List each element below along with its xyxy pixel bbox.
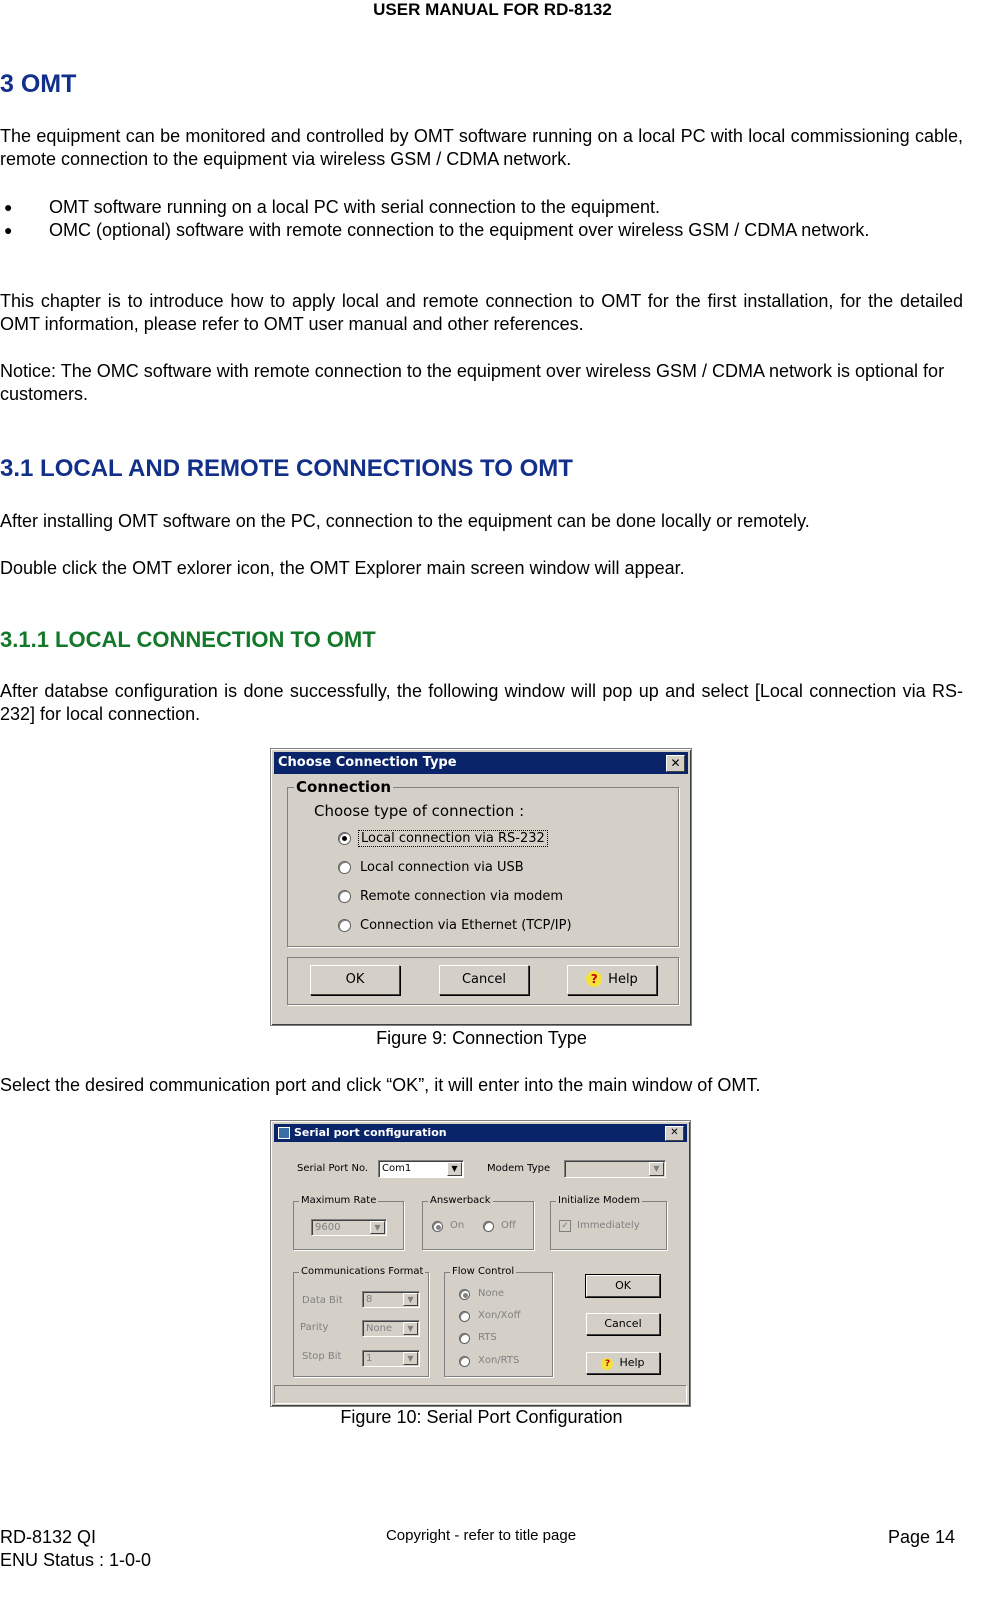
button-group: [287, 957, 679, 1005]
dialog-titlebar: [274, 752, 688, 774]
data-bit-select[interactable]: [362, 1291, 420, 1308]
flow-none-radio[interactable]: [459, 1289, 470, 1300]
section-3-1-1-paragraph-2: Select the desired communication port and click “OK”, it will enter into the main window of OMT.: [0, 1075, 761, 1095]
modem-type-label: Modem Type: [487, 1163, 551, 1174]
footer-copyright: Copyright - refer to title page: [385, 1527, 577, 1544]
section-heading-3-1-1: 3.1.1 LOCAL CONNECTION TO OMT: [0, 627, 376, 652]
stop-bit-value: 1: [366, 1353, 373, 1364]
stop-bit-select[interactable]: [362, 1350, 420, 1367]
communications-format-group: [293, 1266, 429, 1377]
communications-format-label: Communications Format: [301, 1266, 424, 1277]
close-icon[interactable]: ✕: [666, 755, 685, 772]
radio-icon[interactable]: [338, 890, 351, 903]
data-bit-value: 8: [366, 1294, 373, 1305]
stop-bit-label: Stop Bit: [302, 1351, 342, 1362]
serial-port-value: Com1: [382, 1163, 412, 1174]
help-button[interactable]: [586, 1352, 660, 1374]
cancel-button[interactable]: Cancel: [439, 965, 529, 995]
data-bit-label: Data Bit: [302, 1295, 343, 1306]
section-heading-3-1: 3.1 LOCAL AND REMOTE CONNECTIONS TO OMT: [0, 455, 573, 482]
intro-paragraph: The equipment can be monitored and controlled by OMT software running on a local PC with local commissioning cable, remote connection to the equipment via wireless GSM / CDMA network.: [0, 126, 963, 169]
footer-status: ENU Status : 1-0-0: [0, 1550, 152, 1570]
chevron-down-icon[interactable]: ▼: [403, 1352, 418, 1365]
answerback-group: [422, 1195, 534, 1250]
radio-selected-icon[interactable]: [338, 832, 351, 845]
section-3-1-paragraph-1: After installing OMT software on the PC, connection to the equipment can be done locally or remotely.: [0, 511, 810, 531]
flow-option-label: Xon/RTS: [478, 1355, 520, 1366]
ok-button[interactable]: OK: [310, 965, 400, 995]
footer-doc-id: RD-8132 QI: [0, 1527, 97, 1547]
chevron-down-icon[interactable]: ▼: [403, 1322, 418, 1335]
maximum-rate-select[interactable]: [311, 1219, 387, 1236]
bullet-icon: ●: [4, 222, 13, 238]
help-label: Help: [608, 972, 638, 987]
maximum-rate-group: [293, 1195, 404, 1250]
choose-connection-type-dialog: [270, 748, 692, 1026]
serial-port-configuration-dialog: [270, 1120, 691, 1407]
dialog-title: Serial port configuration: [294, 1126, 447, 1139]
help-icon: ?: [601, 1358, 613, 1370]
radio-label: Connection via Ethernet (TCP/IP): [360, 918, 572, 933]
flow-xon-rts-radio[interactable]: [459, 1356, 470, 1367]
parity-value: None: [366, 1323, 393, 1334]
help-button[interactable]: [567, 965, 657, 995]
figure-10-caption: Figure 10: Serial Port Configuration: [340, 1407, 623, 1427]
immediately-label: Immediately: [577, 1220, 640, 1231]
flow-control-group: [444, 1266, 553, 1377]
chevron-down-icon[interactable]: ▼: [649, 1162, 664, 1176]
notice-paragraph: Notice: The OMC software with remote connection to the equipment over wireless GSM / CDMA network is optional for customers.: [0, 361, 945, 404]
page-header: USER MANUAL FOR RD-8132: [373, 0, 612, 19]
answerback-on-radio[interactable]: [432, 1221, 443, 1232]
connection-prompt: Choose type of connection :: [314, 802, 525, 820]
maximum-rate-label: Maximum Rate: [301, 1195, 377, 1206]
serial-port-label: Serial Port No.: [297, 1163, 369, 1174]
bullet-item: [0, 196, 963, 219]
radio-label: Remote connection via modem: [360, 889, 563, 904]
parity-label: Parity: [300, 1322, 329, 1333]
bullet-icon: ●: [4, 199, 13, 215]
serial-port-select[interactable]: [378, 1160, 464, 1178]
initialize-modem-label: Initialize Modem: [558, 1195, 641, 1206]
parity-select[interactable]: [362, 1320, 420, 1337]
chevron-down-icon[interactable]: ▼: [447, 1162, 462, 1176]
section-heading-omt: 3 OMT: [0, 70, 77, 98]
connection-group-label: Connection: [296, 778, 392, 796]
bullet-text: OMT software running on a local PC with serial connection to the equipment.: [49, 197, 660, 217]
immediately-checkbox[interactable]: ✓: [559, 1220, 571, 1232]
answerback-label: Answerback: [430, 1195, 491, 1206]
answerback-off-radio[interactable]: [483, 1221, 494, 1232]
figure-9-caption: Figure 9: Connection Type: [376, 1028, 587, 1048]
initialize-modem-group: [550, 1195, 667, 1250]
flow-rts-radio[interactable]: [459, 1333, 470, 1344]
dialog-title: Choose Connection Type: [278, 755, 457, 770]
flow-option-label: RTS: [478, 1332, 497, 1343]
flow-xon-xoff-radio[interactable]: [459, 1311, 470, 1322]
answerback-on-label: On: [450, 1220, 465, 1231]
flow-option-label: Xon/Xoff: [478, 1310, 521, 1321]
maximum-rate-value: 9600: [315, 1222, 341, 1233]
section-3-1-paragraph-2: Double click the OMT exlorer icon, the OMT Explorer main screen window will appear.: [0, 558, 685, 578]
chevron-down-icon[interactable]: ▼: [403, 1293, 418, 1306]
help-icon: ?: [586, 971, 602, 987]
modem-type-select[interactable]: [564, 1160, 666, 1178]
bullet-text: OMC (optional) software with remote connection to the equipment over wireless GSM / CDMA network.: [49, 220, 870, 240]
flow-option-label: None: [478, 1288, 505, 1299]
connection-group: [287, 778, 679, 947]
flow-control-label: Flow Control: [452, 1266, 515, 1277]
help-label: Help: [619, 1356, 645, 1369]
status-bar: [274, 1385, 687, 1404]
radio-icon[interactable]: [338, 861, 351, 874]
radio-label: Local connection via USB: [360, 860, 524, 875]
app-icon: [278, 1127, 290, 1139]
chevron-down-icon[interactable]: ▼: [370, 1221, 385, 1234]
radio-icon[interactable]: [338, 919, 351, 932]
footer-page-number: Page 14: [887, 1527, 955, 1547]
section-3-1-1-paragraph-1: After databse configuration is done successfully, the following window will pop up and select [Local connection via RS-232] for local connection.: [0, 681, 963, 724]
dialog-titlebar: [274, 1124, 687, 1142]
close-icon[interactable]: ✕: [665, 1126, 684, 1141]
bullet-item: [0, 219, 963, 265]
ok-button[interactable]: OK: [586, 1275, 660, 1297]
radio-label: Local connection via RS-232: [358, 830, 548, 847]
cancel-button[interactable]: Cancel: [586, 1313, 660, 1335]
answerback-off-label: Off: [501, 1220, 516, 1231]
chapter-intro-paragraph: This chapter is to introduce how to apply local and remote connection to OMT for the first installation, for the detailed OMT information, please refer to OMT user manual and other references.: [0, 291, 963, 334]
